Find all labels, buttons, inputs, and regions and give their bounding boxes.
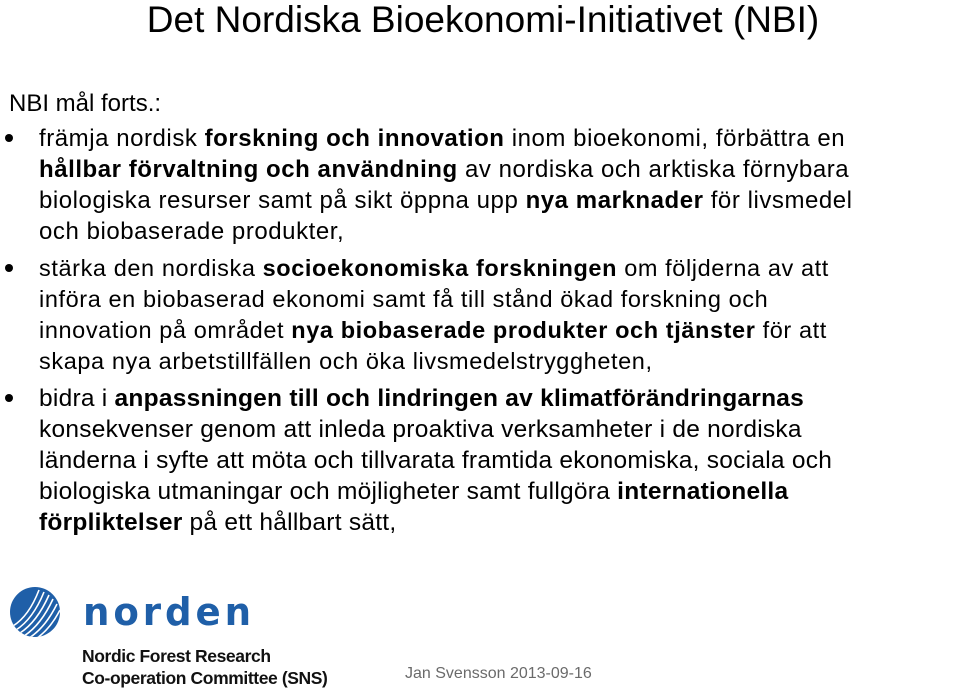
bullet-line (39, 414, 950, 445)
text-segment: av nordiska och arktiska förnybara (457, 156, 850, 183)
text-segment: inom bioekonomi, förbättra en (504, 125, 846, 152)
bullet-line (39, 284, 950, 315)
bullet-item (0, 383, 960, 538)
bullet-line (39, 507, 950, 538)
org-name-line2: Co-operation Committee (SNS) (82, 668, 328, 688)
text-segment: stärka den nordiska (39, 255, 263, 281)
bold-text-segment: socioekonomiska forskningen (262, 255, 618, 281)
norden-wordmark (83, 596, 256, 630)
text-segment: främja nordisk (39, 125, 205, 152)
bullet-item (0, 253, 960, 377)
bullet-line (39, 185, 950, 216)
text-segment: biologiska resurser samt på sikt öppna upp (39, 187, 526, 214)
bullet-line (39, 123, 950, 154)
slide-subtitle: NBI mål forts.: (9, 90, 162, 117)
bullet-line (39, 346, 950, 377)
bullet-item (0, 123, 960, 247)
bold-text-segment: anpassningen till och lindringen av klimatförändringarnas (114, 385, 805, 412)
text-segment: biologiska utmaningar och möjligheter samt fullgöra (39, 478, 618, 505)
bullet-dot-icon (5, 264, 13, 272)
org-name-line1: Nordic Forest Research (82, 646, 271, 666)
bold-text-segment: forskning och innovation (204, 125, 505, 152)
bullet-dot-icon (5, 134, 13, 142)
text-segment: på ett hållbart sätt, (182, 509, 397, 536)
text-segment: konsekvenser genom att inleda proaktiva verksamheter i de nordiska (39, 416, 802, 443)
norden-swan-logo (9, 586, 61, 638)
bullet-list (0, 123, 960, 544)
text-segment: införa en biobaserad ekonomi samt få till stånd ökad forskning och (39, 286, 769, 312)
text-segment: om följderna av att (617, 255, 829, 281)
slide-title: Det Nordiska Bioekonomi-Initiativet (NBI) (146, 0, 820, 40)
text-segment: för livsmedel (703, 187, 853, 214)
bold-text-segment: internationella (617, 478, 789, 505)
bullet-line (39, 154, 950, 185)
bullet-line (39, 253, 950, 284)
bold-text-segment: nya biobaserade produkter och tjänster (291, 317, 756, 343)
text-segment: bidra i (39, 385, 115, 412)
footer-author-date: Jan Svensson 2013-09-16 (405, 665, 592, 682)
text-segment: och biobaserade produkter, (39, 218, 345, 245)
text-segment: innovation på området (39, 317, 292, 343)
bullet-line (39, 216, 950, 247)
bold-text-segment: hållbar förvaltning och användning (39, 156, 458, 183)
bold-text-segment: förpliktelser (39, 509, 183, 536)
bullet-line (39, 315, 950, 346)
bold-text-segment: nya marknader (525, 187, 704, 214)
text-segment: länderna i syfte att möta och tillvarata framtida ekonomiska, sociala och (39, 447, 833, 474)
bullet-line (39, 383, 950, 414)
norden-wordmark-text: norden (83, 596, 255, 630)
bullet-line (39, 476, 950, 507)
text-segment: skapa nya arbetstillfällen och öka livsmedelstryggheten, (39, 348, 653, 374)
bullet-dot-icon (5, 394, 13, 402)
bullet-line (39, 445, 950, 476)
text-segment: för att (755, 317, 827, 343)
